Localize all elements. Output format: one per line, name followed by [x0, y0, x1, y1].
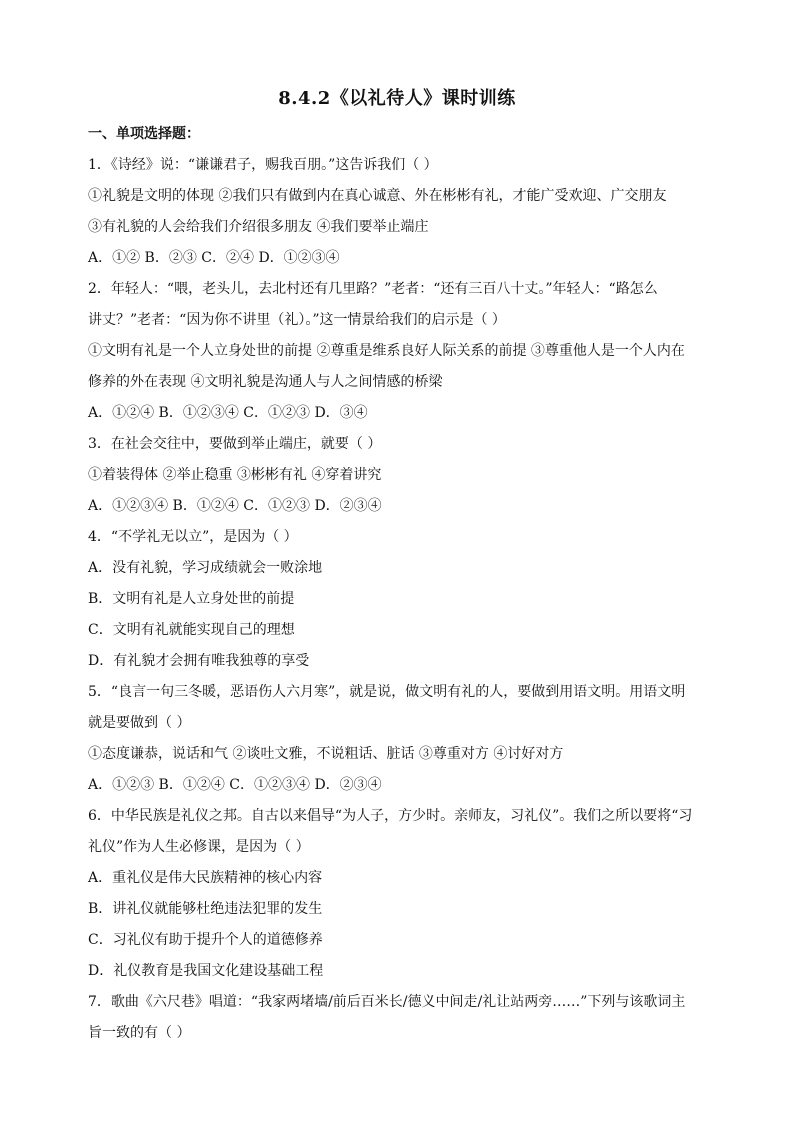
- question-7-stem-b: 旨一致的有（ ）: [88, 1025, 191, 1041]
- question-2-options: A．①②④ B．①②③④ C．①②③ D．③④: [88, 405, 368, 421]
- section-heading: 一、单项选择题：: [88, 126, 200, 142]
- question-3-options: A．①②③④ B．①②④ C．①②③ D．②③④: [88, 498, 382, 514]
- question-6-option-c: C．习礼仪有助于提升个人的道德修养: [88, 932, 323, 948]
- question-6-stem-b: 礼仪”作为人生必修课，是因为（ ）: [88, 839, 310, 855]
- question-1-statements-b: ③有礼貌的人会给我们介绍很多朋友 ④我们要举止端庄: [88, 219, 429, 235]
- question-6-option-b: B．讲礼仪就能够杜绝违法犯罪的发生: [88, 901, 323, 917]
- question-3-stem: 3．在社会交往中，要做到举止端庄，就要（ ）: [88, 436, 382, 452]
- question-5-stem-a: 5．“良言一句三冬暖，恶语伤人六月寒”，就是说，做文明有礼的人，要做到用语文明。用语文明: [88, 684, 686, 700]
- question-3-statements: ①着装得体 ②举止稳重 ③彬彬有礼 ④穿着讲究: [88, 467, 382, 483]
- question-5-statements: ①态度谦恭，说话和气 ②谈吐文雅，不说粗话、脏话 ③尊重对方 ④讨好对方: [88, 746, 564, 762]
- question-5-options: A．①②③ B．①②④ C．①②③④ D．②③④: [88, 777, 382, 793]
- question-6-option-d: D．礼仪教育是我国文化建设基础工程: [88, 963, 324, 979]
- question-4-option-a: A．没有礼貌，学习成绩就会一败涂地: [88, 560, 323, 576]
- question-4-option-d: D．有礼貌才会拥有唯我独尊的享受: [88, 653, 310, 669]
- question-6-option-a: A．重礼仪是伟大民族精神的核心内容: [88, 870, 323, 886]
- question-1-statements-a: ①礼貌是文明的体现 ②我们只有做到内在真心诚意、外在彬彬有礼，才能广受欢迎、广交朋友: [88, 188, 667, 204]
- question-1-stem: 1．《诗经》说：“谦谦君子，赐我百朋。”这告诉我们（ ）: [88, 157, 438, 173]
- question-7-stem-a: 7．歌曲《六尺巷》唱道：“我家两堵墙/前后百米长/德义中间走/礼让站两旁……”下列与该歌词主: [88, 994, 686, 1010]
- question-2-statements-a: ①文明有礼是一个人立身处世的前提 ②尊重是维系良好人际关系的前提 ③尊重他人是一个人内在: [88, 343, 685, 359]
- question-4-stem: 4．“不学礼无以立”，是因为（ ）: [88, 529, 298, 545]
- question-6-stem-a: 6．中华民族是礼仪之邦。自古以来倡导“为人子，方少时。亲师友，习礼仪”。我们之所以要将“习: [88, 808, 693, 824]
- question-1-options: A．①② B．②③ C．②④ D．①②③④: [88, 250, 340, 266]
- question-2-stem-a: 2．年轻人：“喂，老头儿，去北村还有几里路？”老者：“还有三百八十丈。”年轻人：“路怎么: [88, 281, 658, 297]
- question-4-option-b: B．文明有礼是人立身处世的前提: [88, 591, 295, 607]
- question-5-stem-b: 就是要做到（ ）: [88, 715, 191, 731]
- question-4-option-c: C．文明有礼就能实现自己的理想: [88, 622, 295, 638]
- question-2-statements-b: 修养的外在表现 ④文明礼貌是沟通人与人之间情感的桥梁: [88, 374, 443, 390]
- question-2-stem-b: 讲丈？”老者：“因为你不讲里（礼）。”这一情景给我们的启示是（ ）: [88, 312, 506, 328]
- page-title: 8.4.2《以礼待人》课时训练: [278, 88, 516, 109]
